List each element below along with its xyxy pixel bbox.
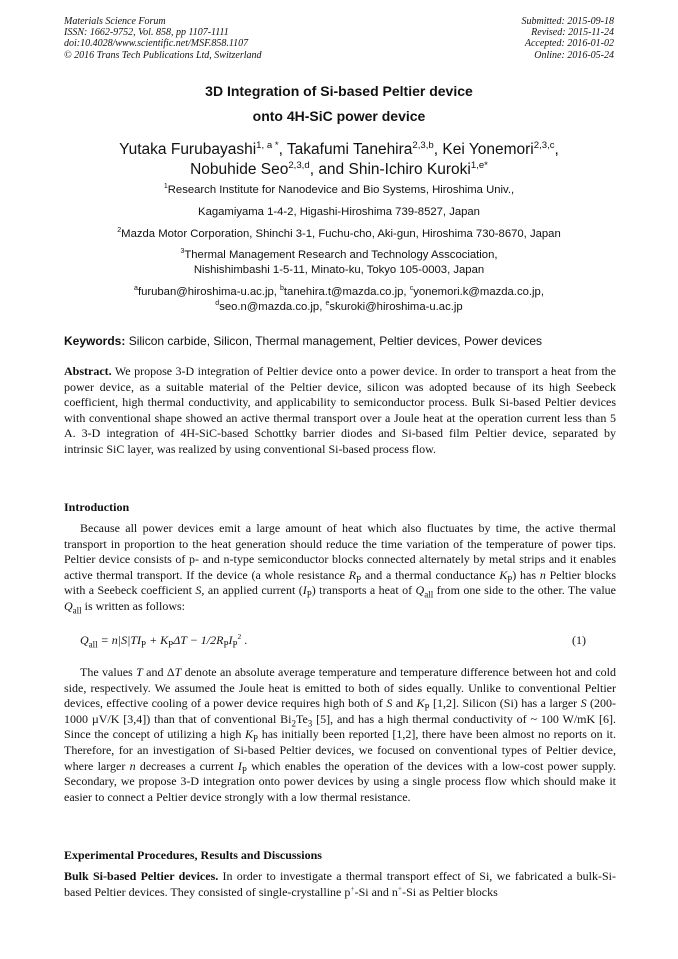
affiliation-1-address: Kagamiyama 1-4-2, Higashi-Hiroshima 739-8527, Japan xyxy=(198,206,480,218)
keywords-text: Silicon carbide, Silicon, Thermal management, Peltier devices, Power devices xyxy=(125,334,542,348)
journal-header-left xyxy=(64,16,262,61)
submitted-date: Submitted: 2015-09-18 xyxy=(521,16,614,27)
abstract-text: We propose 3-D integration of Peltier device onto a power device. In order to transport a heat from the power device, as a suitable material of the Peltier device, silicon was adopted because of its high Seebeck coefficient, high thermal conductivity, and applicability to semiconductor process. Bulk Si-based Peltier devices with conventional shape showed an active thermal transport over a Joule heat at the operation current less than 5 A. 3-D integration of 4H-SiC-based Schottky barrier diodes and Si-based film Peltier device, separated by intrinsic SiC layer, was realized by using conventional Si-based process flow. xyxy=(64,364,616,456)
keywords-label: Keywords: xyxy=(64,334,126,348)
equation-1: $Q_{all} = n|S|TI_P + K_P\Delta T - 1/2R_PI_P^2$ . (1) xyxy=(80,632,586,650)
affiliation-3: $^3$Thermal Management Research and Technology Asscociation, xyxy=(180,248,498,261)
email-c: yonemori.k@mazda.co.jp, xyxy=(413,286,544,298)
equation-number: (1) xyxy=(572,633,586,647)
abstract-label: Abstract. xyxy=(64,364,112,378)
author-4: Nobuhide Seo xyxy=(190,161,289,178)
email-e: skuroki@hiroshima-u.ac.jp xyxy=(329,301,463,313)
intro-paragraph-2: The values T and ΔT denote an absolute average temperature and temperature difference between hot and cold side, respectively. We assumed the Joule heat is emitted to both of sides equally. Unlike to conventional Peltier devices, effective cooling of a power device requires high both of S and $K_P$ [1,2]. Silicon (Si) has a larger S (200-1000 µV/K [3,4]) than that of conventional $Bi_2Te_3$ [5], and has a high thermal conductivity of ~ 100 W/mK [6]. Since the concept of utilizing a high $K_P$ has initially been reported [1,2], there have been almost no reports on it. Therefore, for an investigation of Si-based Peltier devices, we focused on conventional types of Peltier device, where larger n decreases a current $I_P$ which enables the operation of the devices with a low-cost power supply. Secondary, we propose 3-D integration onto power devices by using a single process flow which should make it easier to connect a Peltier device strongly with a low thermal resistance. xyxy=(64,665,617,804)
intro-paragraph-1: Because all power devices emit a large amount of heat which also fluctuates by time, the active thermal transport in proportion to the heat generation should reduce the time variation of the temperature of power tips. Peltier device consists of p- and n-type semiconductor blocks connected alternately by metal strips and it enables active thermal transport. If the device (a whole resistance $R_P$ and a thermal conductance $K_P$) has n Peltier blocks with a Seebeck coefficient S, an applied current $(I_P)$ transports a heat of $Q_{all}$ from one side to the other. The value $Q_{all}$ is written as follows: xyxy=(64,521,616,616)
affiliation-1: $^1$Research Institute for Nanodevice and Bio Systems, Hiroshima Univ., xyxy=(163,183,515,196)
email-b: tanehira.t@mazda.co.jp, xyxy=(283,286,410,298)
affiliation-3-address: Nishishimbashi 1-5-11, Minato-ku, Tokyo 105-0003, Japan xyxy=(193,264,485,276)
accepted-date: Accepted: 2016-01-02 xyxy=(524,38,614,50)
online-date: Online: 2016-05-24 xyxy=(534,49,614,61)
paper-title-line1: 3D Integration of Si-based Peltier device xyxy=(205,83,473,99)
author-list: Yutaka Furubayashi$^{1, a *}$, Takafumi Tanehira$^{2,3,b}$, Kei Yonemori$^{2,3,c}$, Nobuhide Seo$^{2,3,d}$, and Shin-Ichiro Kuroki$^{1,e*}$ xyxy=(119,139,559,178)
affiliation-2: $^2$Mazda Motor Corporation, Shinchi 3-1, Fuchu-cho, Aki-gun, Hiroshima 730-8670, Japan xyxy=(117,227,561,240)
section-heading-introduction: Introduction xyxy=(64,500,130,514)
author-2: Takafumi Tanehira xyxy=(286,141,413,158)
journal-name: Materials Science Forum xyxy=(64,16,166,27)
journal-header-right xyxy=(522,16,615,61)
copyright: © 2016 Trans Tech Publications Ltd, Switzerland xyxy=(64,49,262,61)
abstract xyxy=(64,364,616,458)
author-5: Shin-Ichiro Kuroki xyxy=(348,161,471,178)
subsection-label: Bulk Si-based Peltier devices. xyxy=(64,869,219,883)
revised-date: Revised: 2015-11-24 xyxy=(531,27,614,39)
experimental-paragraph-1: Bulk Si-based Peltier devices. In order to investigate a thermal transport effect of Si, we fabricated a bulk-Si-based Peltier devices. They consisted of single-crystalline p+-Si and n+-Si as Peltier blocks xyxy=(64,869,616,899)
email-list-line2: $^d$seo.n@mazda.co.jp, $^e$skuroki@hiroshima-u.ac.jp xyxy=(215,300,463,313)
issn: ISSN: 1662-9752, Vol. 858, pp 1107-1111 xyxy=(64,27,229,39)
section-heading-experimental: Experimental Procedures, Results and Discussions xyxy=(64,848,322,862)
email-a: furuban@hiroshima-u.ac.jp, xyxy=(137,286,281,298)
doi: doi:10.4028/www.scientific.net/MSF.858.1107 xyxy=(64,38,249,50)
email-list-line1: $^a$furuban@hiroshima-u.ac.jp, $^b$tanehira.t@mazda.co.jp, $^c$yonemori.k@mazda.co.jp, xyxy=(134,285,544,298)
paper-title-line2: onto 4H-SiC power device xyxy=(252,108,426,124)
author-3: Kei Yonemori xyxy=(442,141,534,158)
keywords xyxy=(64,334,616,348)
email-d: seo.n@mazda.co.jp, xyxy=(219,301,326,313)
author-1: Yutaka Furubayashi xyxy=(119,141,257,158)
